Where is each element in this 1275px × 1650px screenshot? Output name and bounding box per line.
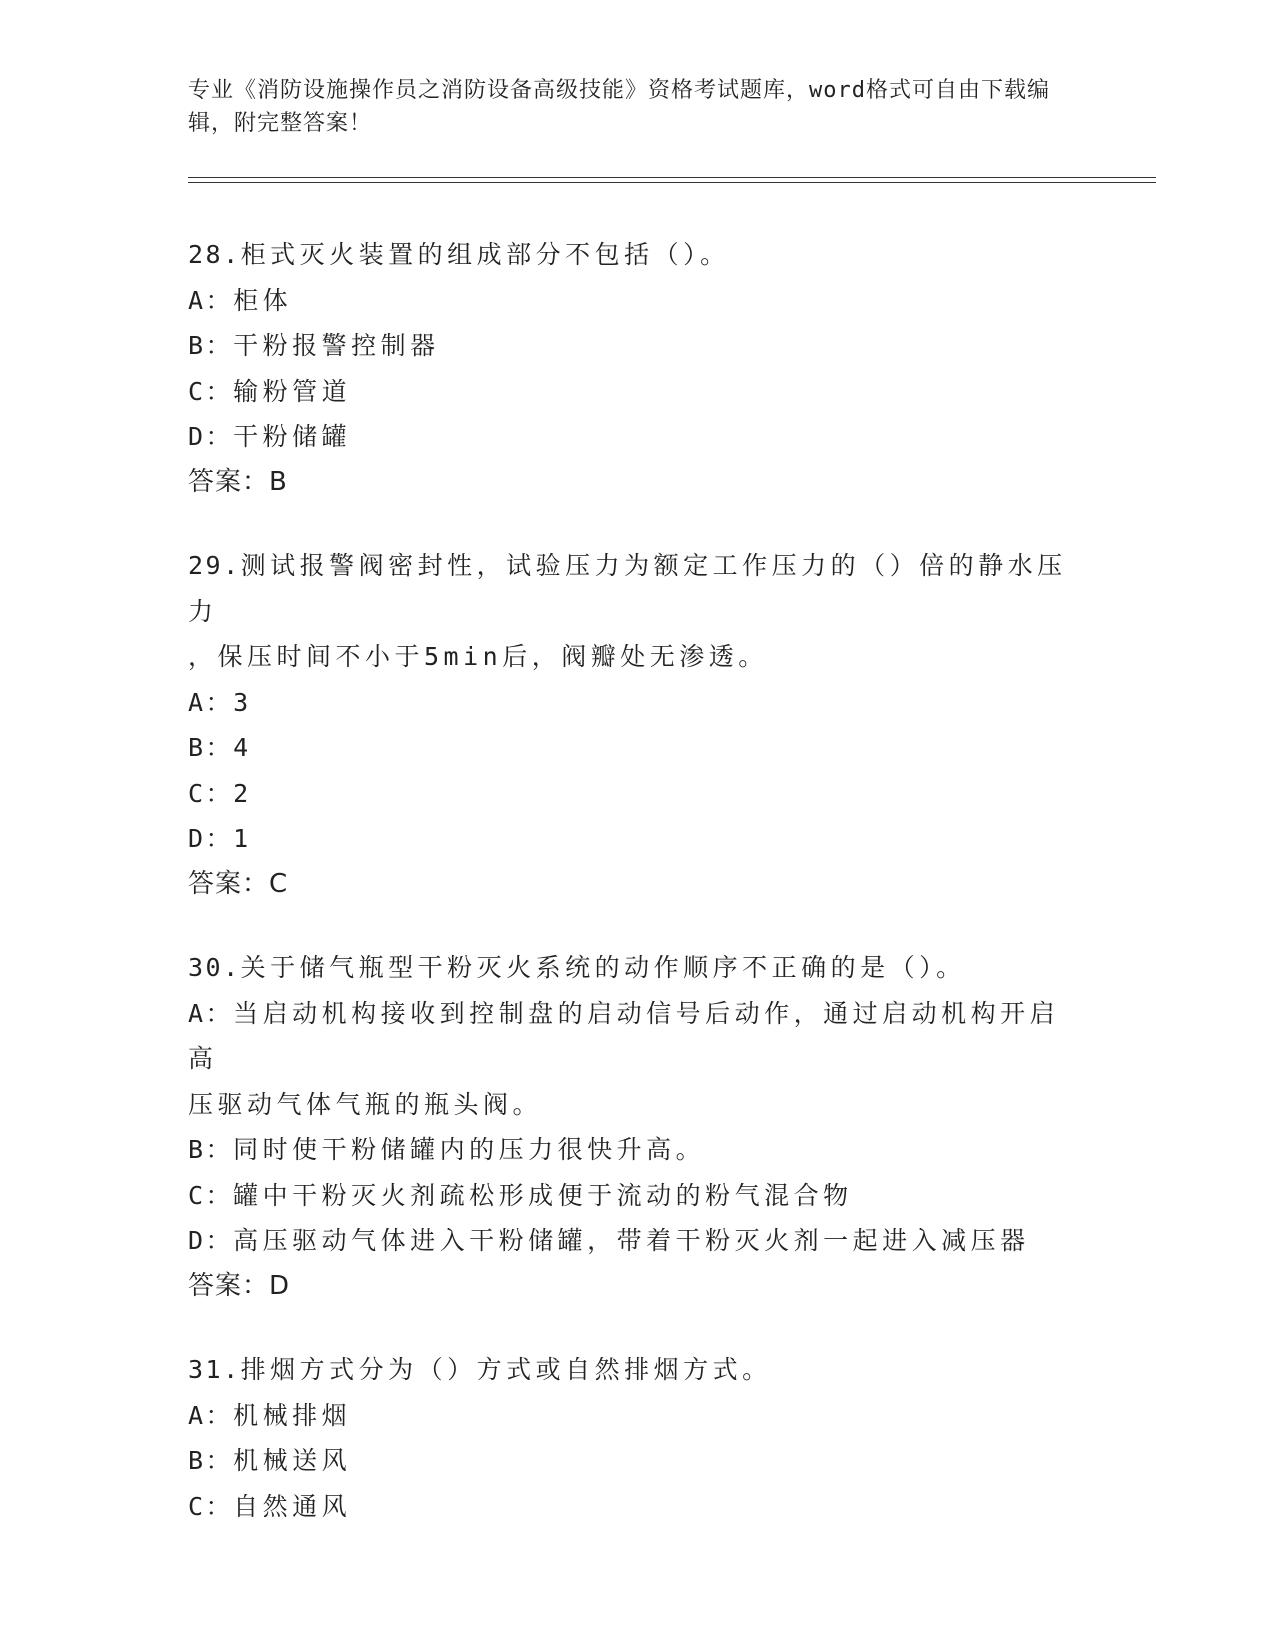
- option-text: 输粉管道: [233, 376, 352, 406]
- option-line: [188, 1127, 1088, 1173]
- option-text: 3: [233, 687, 253, 717]
- option-line: [188, 323, 1088, 369]
- option-label: B：: [188, 1135, 234, 1164]
- option-label: B：: [188, 1446, 234, 1475]
- option-text: 同时使干粉储罐内的压力很快升高。: [233, 1135, 706, 1164]
- option-line: [188, 680, 1088, 726]
- question-stem-text: 关于储气瓶型干粉灭火系统的动作顺序不正确的是（）。: [240, 953, 966, 982]
- option-line: [188, 369, 1088, 415]
- document-header: [188, 74, 1088, 140]
- question-stem-text: 柜式灭火装置的组成部分不包括（）。: [240, 240, 730, 269]
- question-stem-line: [188, 634, 1088, 680]
- question-stem-text: ，保压时间不小于5min后，阀瓣处无渗透。: [188, 642, 768, 671]
- question-stem-line: [188, 945, 1088, 991]
- question-stem-line: [188, 1347, 1088, 1393]
- option-line: [188, 1082, 1088, 1128]
- question-number: 30.: [188, 953, 241, 982]
- option-label: C：: [188, 1491, 234, 1521]
- option-line: [188, 1484, 1088, 1530]
- option-label: C：: [188, 1180, 234, 1210]
- answer-line: 答案：C: [188, 868, 289, 899]
- option-label: D：: [188, 1226, 234, 1255]
- option-line: [188, 991, 1088, 1082]
- option-text: 2: [233, 778, 253, 808]
- option-line: [188, 816, 1088, 862]
- option-label: B：: [188, 733, 234, 762]
- option-label: B：: [188, 331, 234, 360]
- option-label: C：: [188, 376, 234, 406]
- option-label: D：: [188, 422, 234, 451]
- option-text: 当启动机构接收到控制盘的启动信号后动作，通过启动机构开启高: [188, 998, 1060, 1073]
- question-stem-text: 测试报警阀密封性，试验压力为额定工作压力的（）倍的静水压力: [188, 551, 1067, 626]
- option-text: 自然通风: [233, 1491, 352, 1521]
- question-item: [188, 1347, 1088, 1529]
- option-label: A：: [188, 1400, 234, 1430]
- option-line: [188, 1438, 1088, 1484]
- option-text: 干粉储罐: [233, 422, 352, 451]
- question-stem-line: [188, 232, 1088, 278]
- option-text: 柜体: [233, 285, 293, 315]
- option-label: D：: [188, 824, 234, 853]
- option-line: [188, 771, 1088, 817]
- header-intro-text: 专业《消防设施操作员之消防设备高级技能》资格考试题库，word格式可自由下载编辑，附完整答案！: [188, 78, 1050, 136]
- option-line: [188, 1218, 1088, 1264]
- option-text: 罐中干粉灭火剂疏松形成便于流动的粉气混合物: [233, 1180, 853, 1210]
- question-number: 31.: [188, 1355, 241, 1384]
- option-text: 1: [233, 824, 253, 853]
- header-divider-top: [188, 177, 1156, 178]
- question-number: 29.: [188, 551, 241, 580]
- option-text: 机械排烟: [233, 1400, 352, 1430]
- option-label: A：: [188, 998, 234, 1028]
- header-divider-bottom: [188, 182, 1156, 183]
- option-line: [188, 725, 1088, 771]
- question-item: [188, 543, 1088, 907]
- option-label: A：: [188, 687, 234, 717]
- option-label: A：: [188, 285, 234, 315]
- option-text: 干粉报警控制器: [233, 331, 440, 360]
- question-number: 28.: [188, 240, 241, 269]
- option-line: [188, 278, 1088, 324]
- question-item: [188, 232, 1088, 505]
- question-stem-line: [188, 543, 1088, 634]
- question-item: [188, 945, 1088, 1309]
- option-text: 机械送风: [233, 1446, 352, 1475]
- answer-line: 答案：D: [188, 1270, 291, 1301]
- question-list: [188, 232, 1088, 1567]
- option-text: 4: [233, 733, 253, 762]
- option-label: C：: [188, 778, 234, 808]
- answer-line: 答案：B: [188, 466, 288, 497]
- option-line: [188, 1173, 1088, 1219]
- question-stem-text: 排烟方式分为（）方式或自然排烟方式。: [240, 1355, 772, 1384]
- option-line: [188, 414, 1088, 460]
- option-text: 压驱动气体气瓶的瓶头阀。: [188, 1089, 543, 1119]
- option-text: 高压驱动气体进入干粉储罐，带着干粉灭火剂一起进入减压器: [233, 1226, 1030, 1255]
- option-line: [188, 1393, 1088, 1439]
